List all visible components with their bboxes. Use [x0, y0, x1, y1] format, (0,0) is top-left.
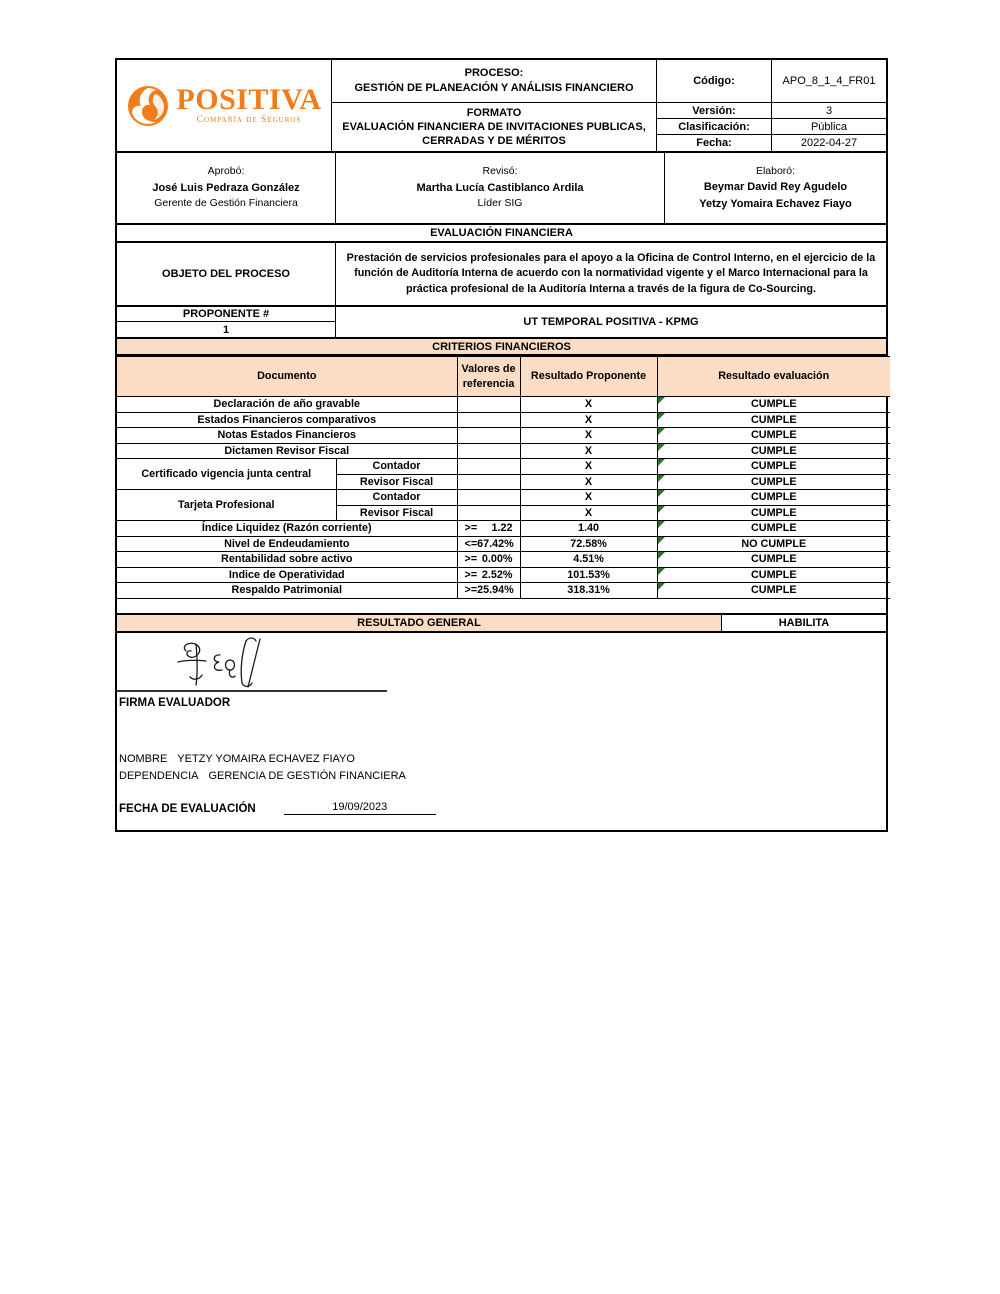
result-cell: X — [520, 474, 657, 490]
result-cell: 318.31% — [520, 583, 657, 599]
green-corner-marker — [658, 397, 665, 404]
blank-row — [117, 599, 886, 615]
objeto-label: OBJETO DEL PROCESO — [117, 243, 336, 305]
eval-cell: CUMPLE — [657, 505, 890, 521]
green-corner-marker — [658, 413, 665, 420]
evaluation-form-document — [115, 58, 888, 832]
eval-cell: CUMPLE — [657, 567, 890, 583]
green-corner-marker — [658, 475, 665, 482]
reviso-name: Martha Lucía Castiblanco Ardila — [416, 181, 584, 194]
nombre-line — [119, 753, 355, 765]
criterios-financieros-title: CRITERIOS FINANCIEROS — [117, 339, 886, 356]
criteria-row — [117, 443, 890, 459]
proponente-row — [117, 307, 886, 339]
doc-cell: Indice de Operatividad — [117, 567, 457, 583]
ref-cell: >= 0.00% — [457, 552, 520, 568]
proceso-cell — [332, 60, 657, 103]
sub-doc-cell: Revisor Fiscal — [336, 474, 457, 490]
ref-cell — [457, 474, 520, 490]
result-cell: X — [520, 412, 657, 428]
clasificacion-label: Clasificación: — [657, 119, 772, 135]
aprobo-role: Aprobó: — [207, 165, 245, 177]
green-corner-marker — [658, 506, 665, 513]
doc-cell: Declaración de año gravable — [117, 397, 457, 413]
eval-cell: CUMPLE — [657, 583, 890, 599]
dependencia-label: DEPENDENCIA — [119, 769, 199, 782]
criteria-row — [117, 552, 890, 568]
resultado-general-value: HABILITA — [778, 616, 830, 629]
aprobo-cell — [117, 153, 336, 223]
criteria-row — [117, 521, 890, 537]
eval-cell: CUMPLE — [657, 428, 890, 444]
result-cell: X — [520, 459, 657, 475]
green-corner-marker — [658, 552, 665, 559]
doc-cell: Índice Liquidez (Razón corriente) — [117, 521, 457, 537]
nombre-label: NOMBRE — [119, 752, 168, 765]
signature-image — [172, 635, 302, 691]
doc-cell: Rentabilidad sobre activo — [117, 552, 457, 568]
reviso-role: Revisó: — [482, 165, 518, 177]
criteria-row — [117, 397, 890, 413]
proponente-label: PROPONENTE # — [117, 307, 336, 322]
aprobo-name: José Luis Pedraza González — [152, 181, 300, 194]
result-cell: 1.40 — [520, 521, 657, 537]
brand-tagline: Compañía de Seguros — [196, 115, 302, 126]
elaboro-role: Elaboró: — [755, 164, 796, 177]
reviso-title: Líder SIG — [477, 197, 523, 210]
codigo-value: APO_8_1_4_FR01 — [772, 60, 886, 103]
green-corner-marker — [658, 568, 665, 575]
doc-cell: Respaldo Patrimonial — [117, 583, 457, 599]
brand-name: POSITIVA — [176, 83, 322, 117]
ref-cell: >= 25.94% — [457, 583, 520, 599]
col-header-documento: Documento — [117, 357, 457, 397]
resultado-general-label: RESULTADO GENERAL — [117, 615, 722, 631]
criteria-row — [117, 490, 890, 506]
sub-doc-cell: Contador — [336, 459, 457, 475]
resultado-general-row — [117, 615, 886, 633]
green-corner-marker — [658, 444, 665, 451]
doc-cell: Nivel de Endeudamiento — [117, 536, 457, 552]
result-cell: X — [520, 428, 657, 444]
formato-label: FORMATO — [466, 106, 522, 119]
doc-cell: Estados Financieros comparativos — [117, 412, 457, 428]
criteria-row — [117, 583, 890, 599]
criteria-row — [117, 567, 890, 583]
form-header — [117, 60, 886, 153]
version-label: Versión: — [657, 103, 772, 119]
eval-cell: CUMPLE — [657, 443, 890, 459]
ref-cell: <= 67.42% — [457, 536, 520, 552]
result-cell: X — [520, 490, 657, 506]
group-label-cell: Tarjeta Profesional — [117, 490, 336, 521]
criteria-header-row — [117, 357, 890, 397]
green-corner-marker — [658, 583, 665, 590]
reviso-cell — [336, 153, 665, 223]
ref-cell — [457, 397, 520, 413]
ref-cell — [457, 412, 520, 428]
sub-doc-cell: Revisor Fiscal — [336, 505, 457, 521]
elaboro-cell — [665, 153, 886, 223]
eval-cell: NO CUMPLE — [657, 536, 890, 552]
green-corner-marker — [658, 428, 665, 435]
green-corner-marker — [658, 490, 665, 497]
clasificacion-value: Pública — [772, 119, 886, 135]
criteria-row — [117, 536, 890, 552]
version-value: 3 — [772, 103, 886, 119]
doc-cell: Notas Estados Financieros — [117, 428, 457, 444]
eval-cell: CUMPLE — [657, 459, 890, 475]
nombre-value: YETZY YOMAIRA ECHAVEZ FIAYO — [177, 752, 355, 765]
fecha-evaluacion-label: FECHA DE EVALUACIÓN — [119, 802, 256, 815]
eval-cell: CUMPLE — [657, 521, 890, 537]
proponente-number: 1 — [117, 322, 336, 337]
ref-cell — [457, 459, 520, 475]
eval-cell: CUMPLE — [657, 397, 890, 413]
signature-section — [117, 633, 886, 830]
codigo-label: Código: — [657, 60, 772, 103]
result-cell: X — [520, 505, 657, 521]
green-corner-marker — [658, 521, 665, 528]
ref-cell — [457, 443, 520, 459]
ref-cell — [457, 428, 520, 444]
fecha-doc-label: Fecha: — [657, 135, 772, 151]
aprobo-title: Gerente de Gestión Financiera — [154, 197, 298, 210]
evaluacion-financiera-title: EVALUACIÓN FINANCIERA — [117, 225, 886, 243]
elaboro-title: Yetzy Yomaira Echavez Fiayo — [699, 197, 852, 210]
ref-cell — [457, 490, 520, 506]
col-header-valores: Valores de referencia — [457, 357, 520, 397]
eval-cell: CUMPLE — [657, 490, 890, 506]
objeto-row — [117, 243, 886, 307]
ref-cell: >= 2.52% — [457, 567, 520, 583]
col-header-resultado-proponente: Resultado Proponente — [520, 357, 657, 397]
fecha-doc-value: 2022-04-27 — [800, 137, 858, 149]
proceso-label: PROCESO: — [464, 67, 524, 80]
eval-cell: CUMPLE — [657, 552, 890, 568]
formato-value: EVALUACIÓN FINANCIERA DE INVITACIONES PUBLICAS, CERRADAS Y DE MÉRITOS — [342, 120, 646, 148]
proponente-name: UT TEMPORAL POSITIVA - KPMG — [523, 316, 699, 328]
col-header-resultado-evaluacion: Resultado evaluación — [657, 357, 890, 397]
result-cell: 72.58% — [520, 536, 657, 552]
criteria-row — [117, 459, 890, 475]
proceso-value: GESTIÓN DE PLANEACIÓN Y ANÁLISIS FINANCIERO — [354, 82, 634, 94]
signature-line — [117, 690, 387, 692]
green-corner-marker — [658, 537, 665, 544]
result-cell: X — [520, 443, 657, 459]
result-cell: X — [520, 397, 657, 413]
doc-cell: Dictamen Revisor Fiscal — [117, 443, 457, 459]
eval-cell: CUMPLE — [657, 412, 890, 428]
sub-doc-cell: Contador — [336, 490, 457, 506]
group-label-cell: Certificado vigencia junta central — [117, 459, 336, 490]
positiva-logo-icon — [126, 84, 170, 128]
dependencia-value: GERENCIA DE GESTIÓN FINANCIERA — [208, 769, 406, 782]
ref-cell: >= 1.22 — [457, 521, 520, 537]
dependencia-line — [119, 770, 406, 782]
logo — [117, 60, 332, 151]
eval-cell: CUMPLE — [657, 474, 890, 490]
fecha-evaluacion-value: 19/09/2023 — [284, 801, 436, 815]
criteria-row — [117, 428, 890, 444]
fecha-evaluacion-line — [119, 801, 436, 815]
formato-cell — [332, 103, 657, 151]
green-corner-marker — [658, 459, 665, 466]
criteria-table — [117, 356, 890, 599]
approvals-row — [117, 153, 886, 225]
result-cell: 101.53% — [520, 567, 657, 583]
elaboro-name: Beymar David Rey Agudelo — [703, 181, 848, 194]
ref-cell — [457, 505, 520, 521]
criteria-row — [117, 412, 890, 428]
objeto-text: Prestación de servicios profesionales para el apoyo a la Oficina de Control Interno, en el ejercicio de la función de Auditoría Interna de acuerdo con la normatividad vigente y el Marco Internacional para la práctica profesional de la Auditoría Interna a través de la figura de Co-Sourcing. — [346, 251, 876, 295]
result-cell: 4.51% — [520, 552, 657, 568]
firma-evaluador-label: FIRMA EVALUADOR — [119, 696, 231, 709]
